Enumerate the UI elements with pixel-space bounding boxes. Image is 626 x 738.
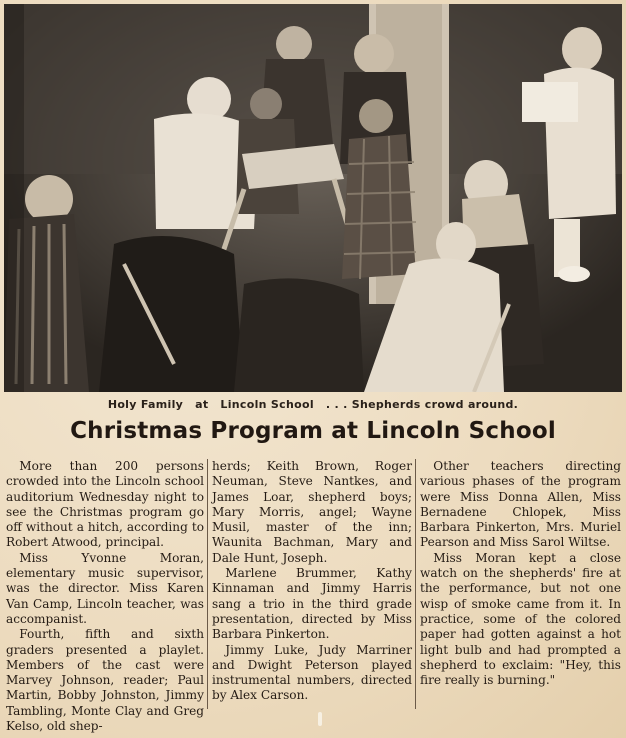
column-divider — [207, 459, 208, 709]
article-column-1 — [6, 459, 204, 734]
nativity-photo-graphic — [4, 4, 622, 392]
headline: Christmas Program at Lincoln School — [70, 418, 556, 444]
caption-part-1: Holy Family — [107, 398, 184, 411]
caption-part-4: . . . Shepherds crowd around. — [325, 398, 519, 411]
paragraph: herds; Keith Brown, Roger Neuman, Steve Nantkes, and James Loar, shepherd boys; Mary Morris, angel; Wayne Musil, master of the inn; Waunita Bachman, Mary and Dale Hunt, Joseph. — [212, 459, 412, 565]
column-divider — [415, 459, 416, 709]
paragraph: Marlene Brummer, Kathy Kinnaman and Jimmy Harris sang a trio in the third grade presentation, directed by Miss Barbara Pinkerton. — [212, 566, 412, 642]
paragraph: Other teachers directing various phases of the program were Miss Donna Allen, Miss Bernadene Chlopek, Miss Barbara Pinkerton, Mrs. Muriel Pearson and Miss Sarol Wiltse. — [420, 459, 621, 550]
paragraph: Miss Yvonne Moran, elementary music supervisor, was the director. Miss Karen Van Camp, Lincoln teacher, was accompanist. — [6, 550, 204, 626]
caption-part-3: Lincoln School — [220, 398, 314, 411]
nativity-photo — [4, 4, 622, 392]
paragraph: Jimmy Luke, Judy Marriner and Dwight Peterson played instrumental numbers, directed by Alex Carson. — [212, 642, 412, 703]
photo-caption — [0, 398, 626, 411]
caption-part-2: at — [195, 398, 209, 411]
paper-tear-mark — [318, 712, 322, 726]
article-column-2 — [212, 459, 412, 704]
article-column-3 — [420, 459, 621, 688]
paragraph: Fourth, fifth and sixth graders presented a playlet. Members of the cast were Marvey Johnson, reader; Paul Martin, Bobby Johnston, Jimmy Tambling, Monte Clay and Greg Kelso, old shep- — [6, 627, 204, 734]
paragraph: Miss Moran kept a close watch on the shepherds' fire at the performance, but not one wisp of smoke came from it. In practice, some of the colored paper had gotten against a hot light bulb and had prompted a shepherd to exclaim: "Hey, this fire really is burning." — [420, 550, 621, 688]
paragraph: More than 200 persons crowded into the Lincoln school auditorium Wednesday night to see the Christmas program go off without a hitch, according to Robert Atwood, principal. — [6, 459, 204, 550]
